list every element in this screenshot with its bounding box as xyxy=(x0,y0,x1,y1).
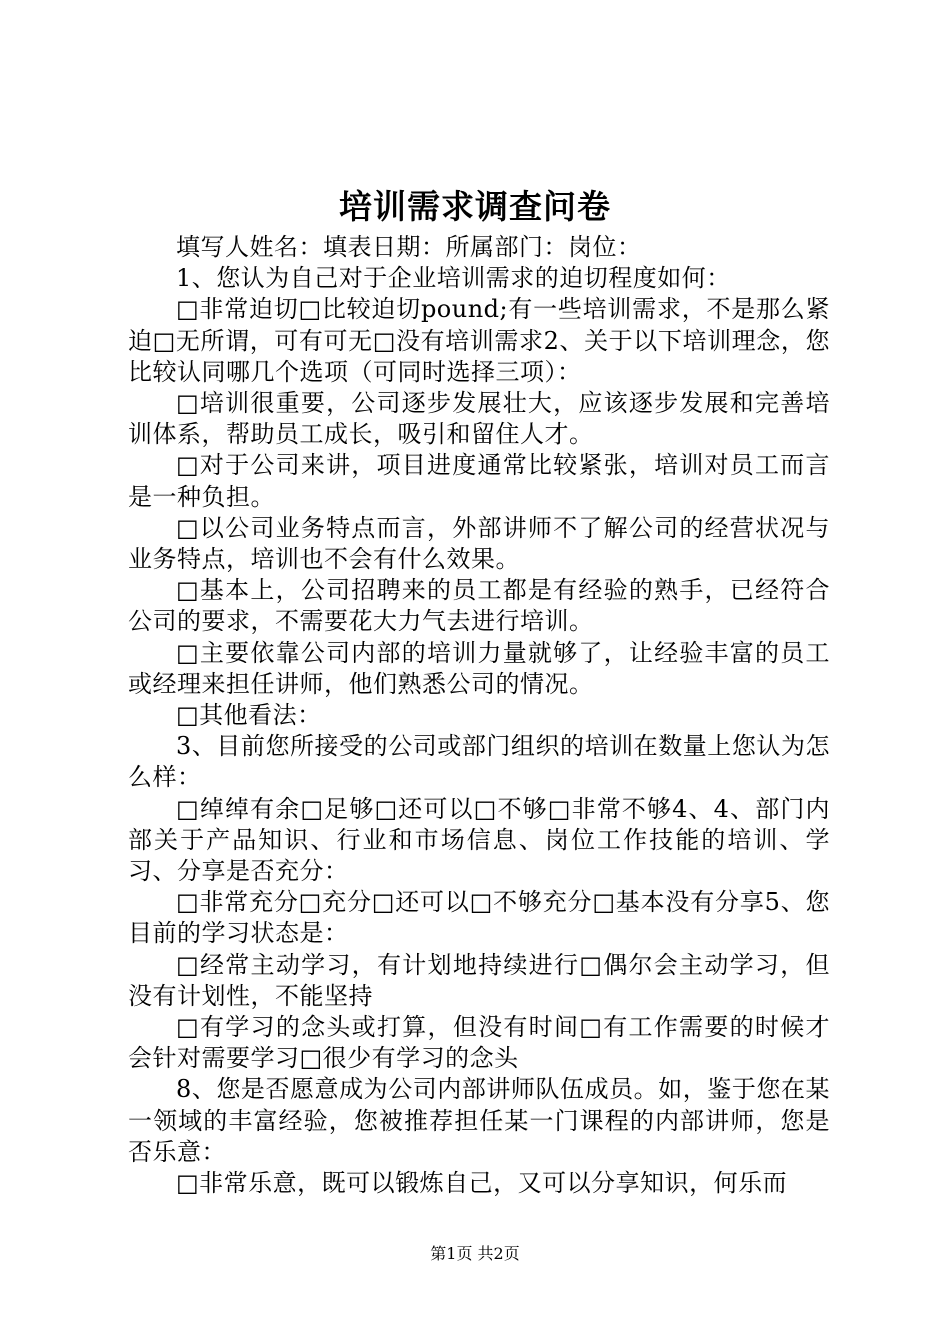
question-2-option-a: □培训很重要，公司逐步发展壮大，应该逐步发展和完善培训体系，帮助员工成长，吸引和留住人才。 xyxy=(128,389,830,449)
question-1: 1、您认为自己对于企业培训需求的迫切程度如何： xyxy=(176,264,731,293)
question-8: 8、您是否愿意成为公司内部讲师队伍成员。如，鉴于您在某一领域的丰富经验，您被推荐担任某一门课程的内部讲师，您是否乐意： xyxy=(128,1075,830,1166)
question-3: 3、目前您所接受的公司或部门组织的培训在数量上您认为怎么样： xyxy=(128,732,830,792)
question-5-options-b: □有学习的念头或打算，但没有时间□有工作需要的时候才会针对需要学习□很少有学习的念头 xyxy=(128,1013,830,1073)
question-8-option-a: □非常乐意，既可以锻炼自己，又可以分享知识，何乐而 xyxy=(176,1169,788,1198)
question-2-option-d: □基本上，公司招聘来的员工都是有经验的熟手，已经符合公司的要求，不需要花大力气去进行培训。 xyxy=(128,576,830,636)
question-2-option-b: □对于公司来讲，项目进度通常比较紧张，培训对员工而言是一种负担。 xyxy=(128,451,830,511)
page-title: 培训需求调查问卷 xyxy=(339,187,611,226)
question-4-options: □非常充分□充分□还可以□不够充分□基本没有分享5、您目前的学习状态是： xyxy=(128,888,830,948)
question-5-options-a: □经常主动学习，有计划地持续进行□偶尔会主动学习，但没有计划性，不能坚持 xyxy=(128,950,830,1010)
question-1-options: □非常迫切□比较迫切pound;有一些培训需求，不是那么紧迫□无所谓，可有可无□没有培训需求2、关于以下培训理念，您比较认同哪几个选项（可同时选择三项）： xyxy=(128,295,830,386)
form-fields-line: 填写人姓名：填表日期：所属部门：岗位： xyxy=(176,233,642,261)
page-number-footer: 第1页 共2页 xyxy=(430,1244,520,1263)
question-2-option-other: □其他看法： xyxy=(176,701,322,730)
document-body xyxy=(128,232,830,1199)
question-3-options: □绰绰有余□足够□还可以□不够□非常不够4、4、部门内部关于产品知识、行业和市场信息、岗位工作技能的培训、学习、分享是否充分： xyxy=(128,794,830,886)
question-2-option-e: □主要依靠公司内部的培训力量就够了，让经验丰富的员工或经理来担任讲师，他们熟悉公司的情况。 xyxy=(128,638,830,698)
question-2-option-c: □以公司业务特点而言，外部讲师不了解公司的经营状况与业务特点，培训也不会有什么效果。 xyxy=(128,513,830,574)
